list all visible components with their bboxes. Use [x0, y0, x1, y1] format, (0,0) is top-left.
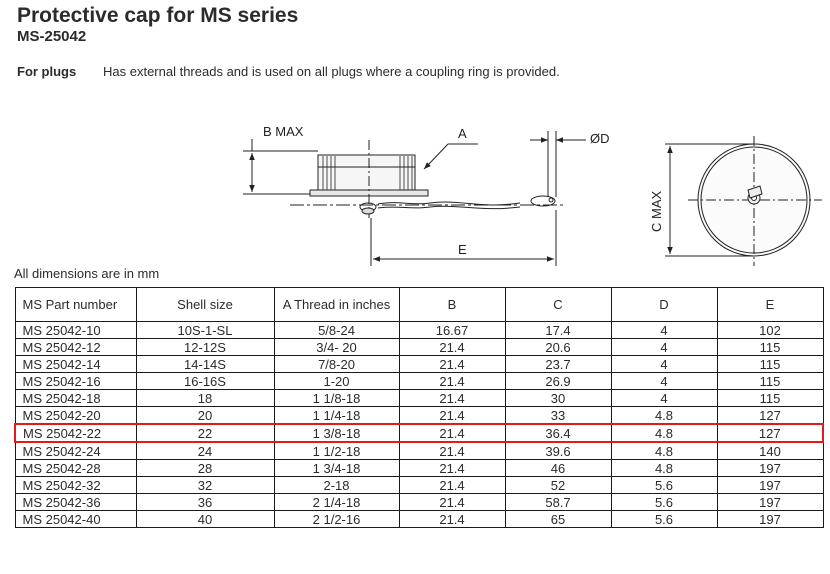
part-number-cell: MS 25042-16	[15, 373, 136, 390]
b-cell: 21.4	[399, 477, 505, 494]
part-number-cell: MS 25042-40	[15, 511, 136, 528]
d-cell: 4.8	[611, 424, 717, 442]
thread-cell: 1 1/8-18	[274, 390, 399, 407]
b-cell: 21.4	[399, 442, 505, 460]
b-cell: 21.4	[399, 390, 505, 407]
c-cell: 33	[505, 407, 611, 425]
table-row	[15, 460, 823, 477]
shell-size-cell: 20	[136, 407, 274, 425]
table-row	[15, 477, 823, 494]
c-cell: 36.4	[505, 424, 611, 442]
dimensions-note: All dimensions are in mm	[14, 266, 160, 281]
d-cell: 4	[611, 373, 717, 390]
technical-drawing	[0, 0, 830, 274]
e-cell: 102	[717, 322, 823, 339]
table-row	[15, 511, 823, 528]
header-e: E	[717, 288, 823, 322]
b-cell: 16.67	[399, 322, 505, 339]
table-row	[15, 373, 823, 390]
b-cell: 21.4	[399, 356, 505, 373]
spec-table	[14, 287, 824, 528]
e-cell: 197	[717, 494, 823, 511]
part-number-cell: MS 25042-22	[15, 424, 136, 442]
b-cell: 21.4	[399, 460, 505, 477]
header-shell-size: Shell size	[136, 288, 274, 322]
part-number-cell: MS 25042-28	[15, 460, 136, 477]
shell-size-cell: 16-16S	[136, 373, 274, 390]
e-cell: 127	[717, 424, 823, 442]
part-number-cell: MS 25042-24	[15, 442, 136, 460]
c-cell: 17.4	[505, 322, 611, 339]
d-cell: 4	[611, 322, 717, 339]
c-cell: 23.7	[505, 356, 611, 373]
part-number-cell: MS 25042-36	[15, 494, 136, 511]
e-cell: 115	[717, 373, 823, 390]
table-header-row	[15, 288, 823, 322]
header-thread: A Thread in inches	[274, 288, 399, 322]
d-cell: 4	[611, 339, 717, 356]
d-cell: 5.6	[611, 511, 717, 528]
c-cell: 39.6	[505, 442, 611, 460]
part-number-cell: MS 25042-10	[15, 322, 136, 339]
shell-size-cell: 24	[136, 442, 274, 460]
shell-size-cell: 18	[136, 390, 274, 407]
header-part-number: MS Part number	[15, 288, 136, 322]
part-number-cell: MS 25042-20	[15, 407, 136, 425]
b-cell: 21.4	[399, 407, 505, 425]
d-cell: 4.8	[611, 442, 717, 460]
e-cell: 115	[717, 356, 823, 373]
usage-description: Has external threads and is used on all plugs where a coupling ring is provided.	[103, 64, 560, 79]
e-cell: 127	[717, 407, 823, 425]
c-cell: 30	[505, 390, 611, 407]
thread-cell: 1 3/8-18	[274, 424, 399, 442]
b-max-label: B MAX	[263, 124, 304, 139]
thread-cell: 1 3/4-18	[274, 460, 399, 477]
part-number-cell: MS 25042-32	[15, 477, 136, 494]
c-cell: 20.6	[505, 339, 611, 356]
table-row	[15, 390, 823, 407]
d-cell: 5.6	[611, 477, 717, 494]
table-body	[15, 322, 823, 528]
b-cell: 21.4	[399, 339, 505, 356]
table-row	[15, 339, 823, 356]
shell-size-cell: 14-14S	[136, 356, 274, 373]
c-max-label: C MAX	[649, 190, 664, 232]
usage-label: For plugs	[17, 64, 77, 79]
e-cell: 140	[717, 442, 823, 460]
shell-size-cell: 32	[136, 477, 274, 494]
thread-cell: 1-20	[274, 373, 399, 390]
e-label: E	[458, 242, 467, 257]
b-cell: 21.4	[399, 511, 505, 528]
thread-cell: 2 1/2-16	[274, 511, 399, 528]
d-cell: 4.8	[611, 460, 717, 477]
thread-cell: 3/4- 20	[274, 339, 399, 356]
d-cell: 4.8	[611, 407, 717, 425]
table-row	[15, 407, 823, 425]
header-c: C	[505, 288, 611, 322]
d-cell: 4	[611, 356, 717, 373]
a-label: A	[458, 126, 467, 141]
c-cell: 26.9	[505, 373, 611, 390]
shell-size-cell: 40	[136, 511, 274, 528]
thread-cell: 7/8-20	[274, 356, 399, 373]
part-number-cell: MS 25042-18	[15, 390, 136, 407]
e-cell: 197	[717, 460, 823, 477]
c-cell: 65	[505, 511, 611, 528]
page-subtitle: MS-25042	[17, 28, 87, 45]
table-row	[15, 442, 823, 460]
c-cell: 46	[505, 460, 611, 477]
e-cell: 115	[717, 339, 823, 356]
b-cell: 21.4	[399, 424, 505, 442]
thread-cell: 1 1/4-18	[274, 407, 399, 425]
table-row	[15, 494, 823, 511]
thread-cell: 2-18	[274, 477, 399, 494]
thread-cell: 5/8-24	[274, 322, 399, 339]
header-d: D	[611, 288, 717, 322]
e-cell: 115	[717, 390, 823, 407]
table-row	[15, 322, 823, 339]
part-number-cell: MS 25042-14	[15, 356, 136, 373]
b-cell: 21.4	[399, 494, 505, 511]
d-cell: 4	[611, 390, 717, 407]
shell-size-cell: 10S-1-SL	[136, 322, 274, 339]
thread-cell: 2 1/4-18	[274, 494, 399, 511]
e-cell: 197	[717, 511, 823, 528]
thread-cell: 1 1/2-18	[274, 442, 399, 460]
c-cell: 58.7	[505, 494, 611, 511]
c-cell: 52	[505, 477, 611, 494]
header-b: B	[399, 288, 505, 322]
part-number-cell: MS 25042-12	[15, 339, 136, 356]
table-row	[15, 356, 823, 373]
table-row	[15, 424, 823, 442]
e-cell: 197	[717, 477, 823, 494]
shell-size-cell: 12-12S	[136, 339, 274, 356]
page-title: Protective cap for MS series	[17, 4, 299, 27]
d-label: ØD	[590, 131, 610, 146]
shell-size-cell: 28	[136, 460, 274, 477]
shell-size-cell: 22	[136, 424, 274, 442]
b-cell: 21.4	[399, 373, 505, 390]
shell-size-cell: 36	[136, 494, 274, 511]
d-cell: 5.6	[611, 494, 717, 511]
